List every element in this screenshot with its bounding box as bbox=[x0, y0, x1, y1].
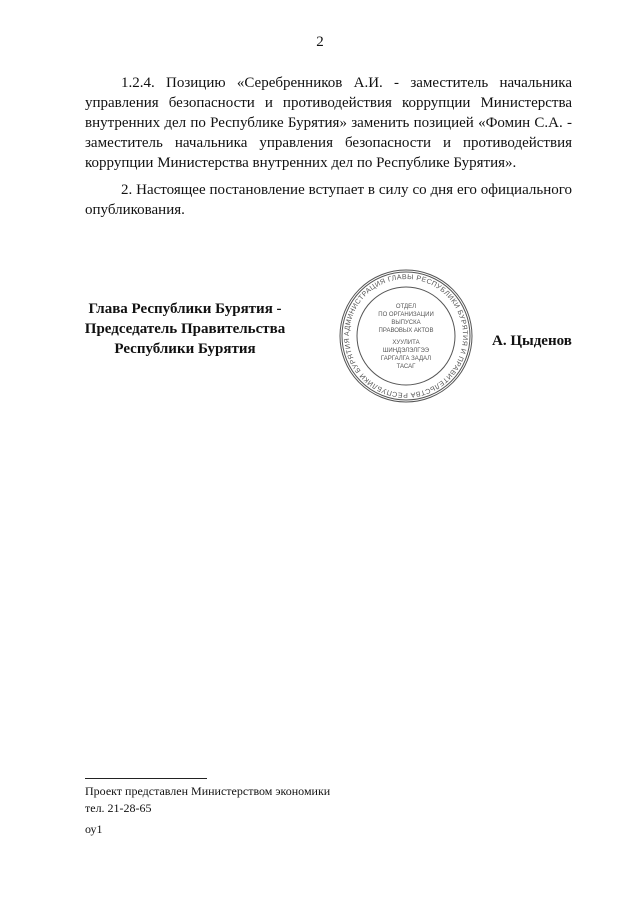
signatory-title-line-1: Глава Республики Бурятия - bbox=[88, 301, 282, 317]
seal-line-2: ПО ОРГАНИЗАЦИИ bbox=[378, 312, 434, 318]
footnote-presented-by: Проект представлен Министерством экономики bbox=[85, 784, 331, 798]
official-seal-stamp bbox=[338, 268, 474, 404]
seal-line-3: ВЫПУСКА bbox=[391, 320, 421, 326]
paragraph-1-2-4: 1.2.4. Позицию «Серебренников А.И. - заместитель начальника управления безопасности и противодействия коррупции Министерства внутренних дел по Республике Бурятия» заменить позицией «Фомин С.А. - заместитель начальника управления безопасности и противодействия коррупции Министерства внутренних дел по Республике Бурятия». bbox=[85, 75, 572, 171]
seal-line-5: ХУУЛИТА bbox=[392, 340, 420, 346]
footnote-code: оу1 bbox=[85, 822, 103, 836]
signatory-name: А. Цыденов bbox=[492, 333, 572, 349]
signatory-title-line-2: Председатель Правительства bbox=[84, 321, 286, 337]
seal-ring-text: АДМИНИСТРАЦИЯ ГЛАВЫ РЕСПУБЛИКИ БУРЯТИЯ И ПРАВИТЕЛЬСТВА РЕСПУБЛИКИ БУРЯТИЯ bbox=[343, 273, 469, 399]
seal-line-7: ГАРГАЛГА ЗАДАЛ bbox=[380, 356, 432, 362]
svg-text:АДМИНИСТРАЦИЯ ГЛАВЫ РЕСПУБЛИКИ bbox=[344, 274, 468, 398]
seal-line-6: ШИНДЭЛЭЛГЭЭ bbox=[382, 348, 430, 354]
signatory-title bbox=[70, 299, 300, 359]
seal-line-1: ОТДЕЛ bbox=[395, 304, 417, 310]
footnote-divider bbox=[85, 778, 207, 779]
page-number: 2 bbox=[316, 34, 324, 50]
paragraph-2: 2. Настоящее постановление вступает в силу со дня его официального опубликования. bbox=[85, 182, 572, 218]
signatory-title-line-3: Республики Бурятия bbox=[114, 341, 256, 357]
seal-line-4: ПРАВОВЫХ АКТОВ bbox=[378, 328, 434, 334]
seal-line-8: ТАСАГ bbox=[396, 364, 416, 370]
footnote-phone: тел. 21-28-65 bbox=[85, 801, 152, 815]
